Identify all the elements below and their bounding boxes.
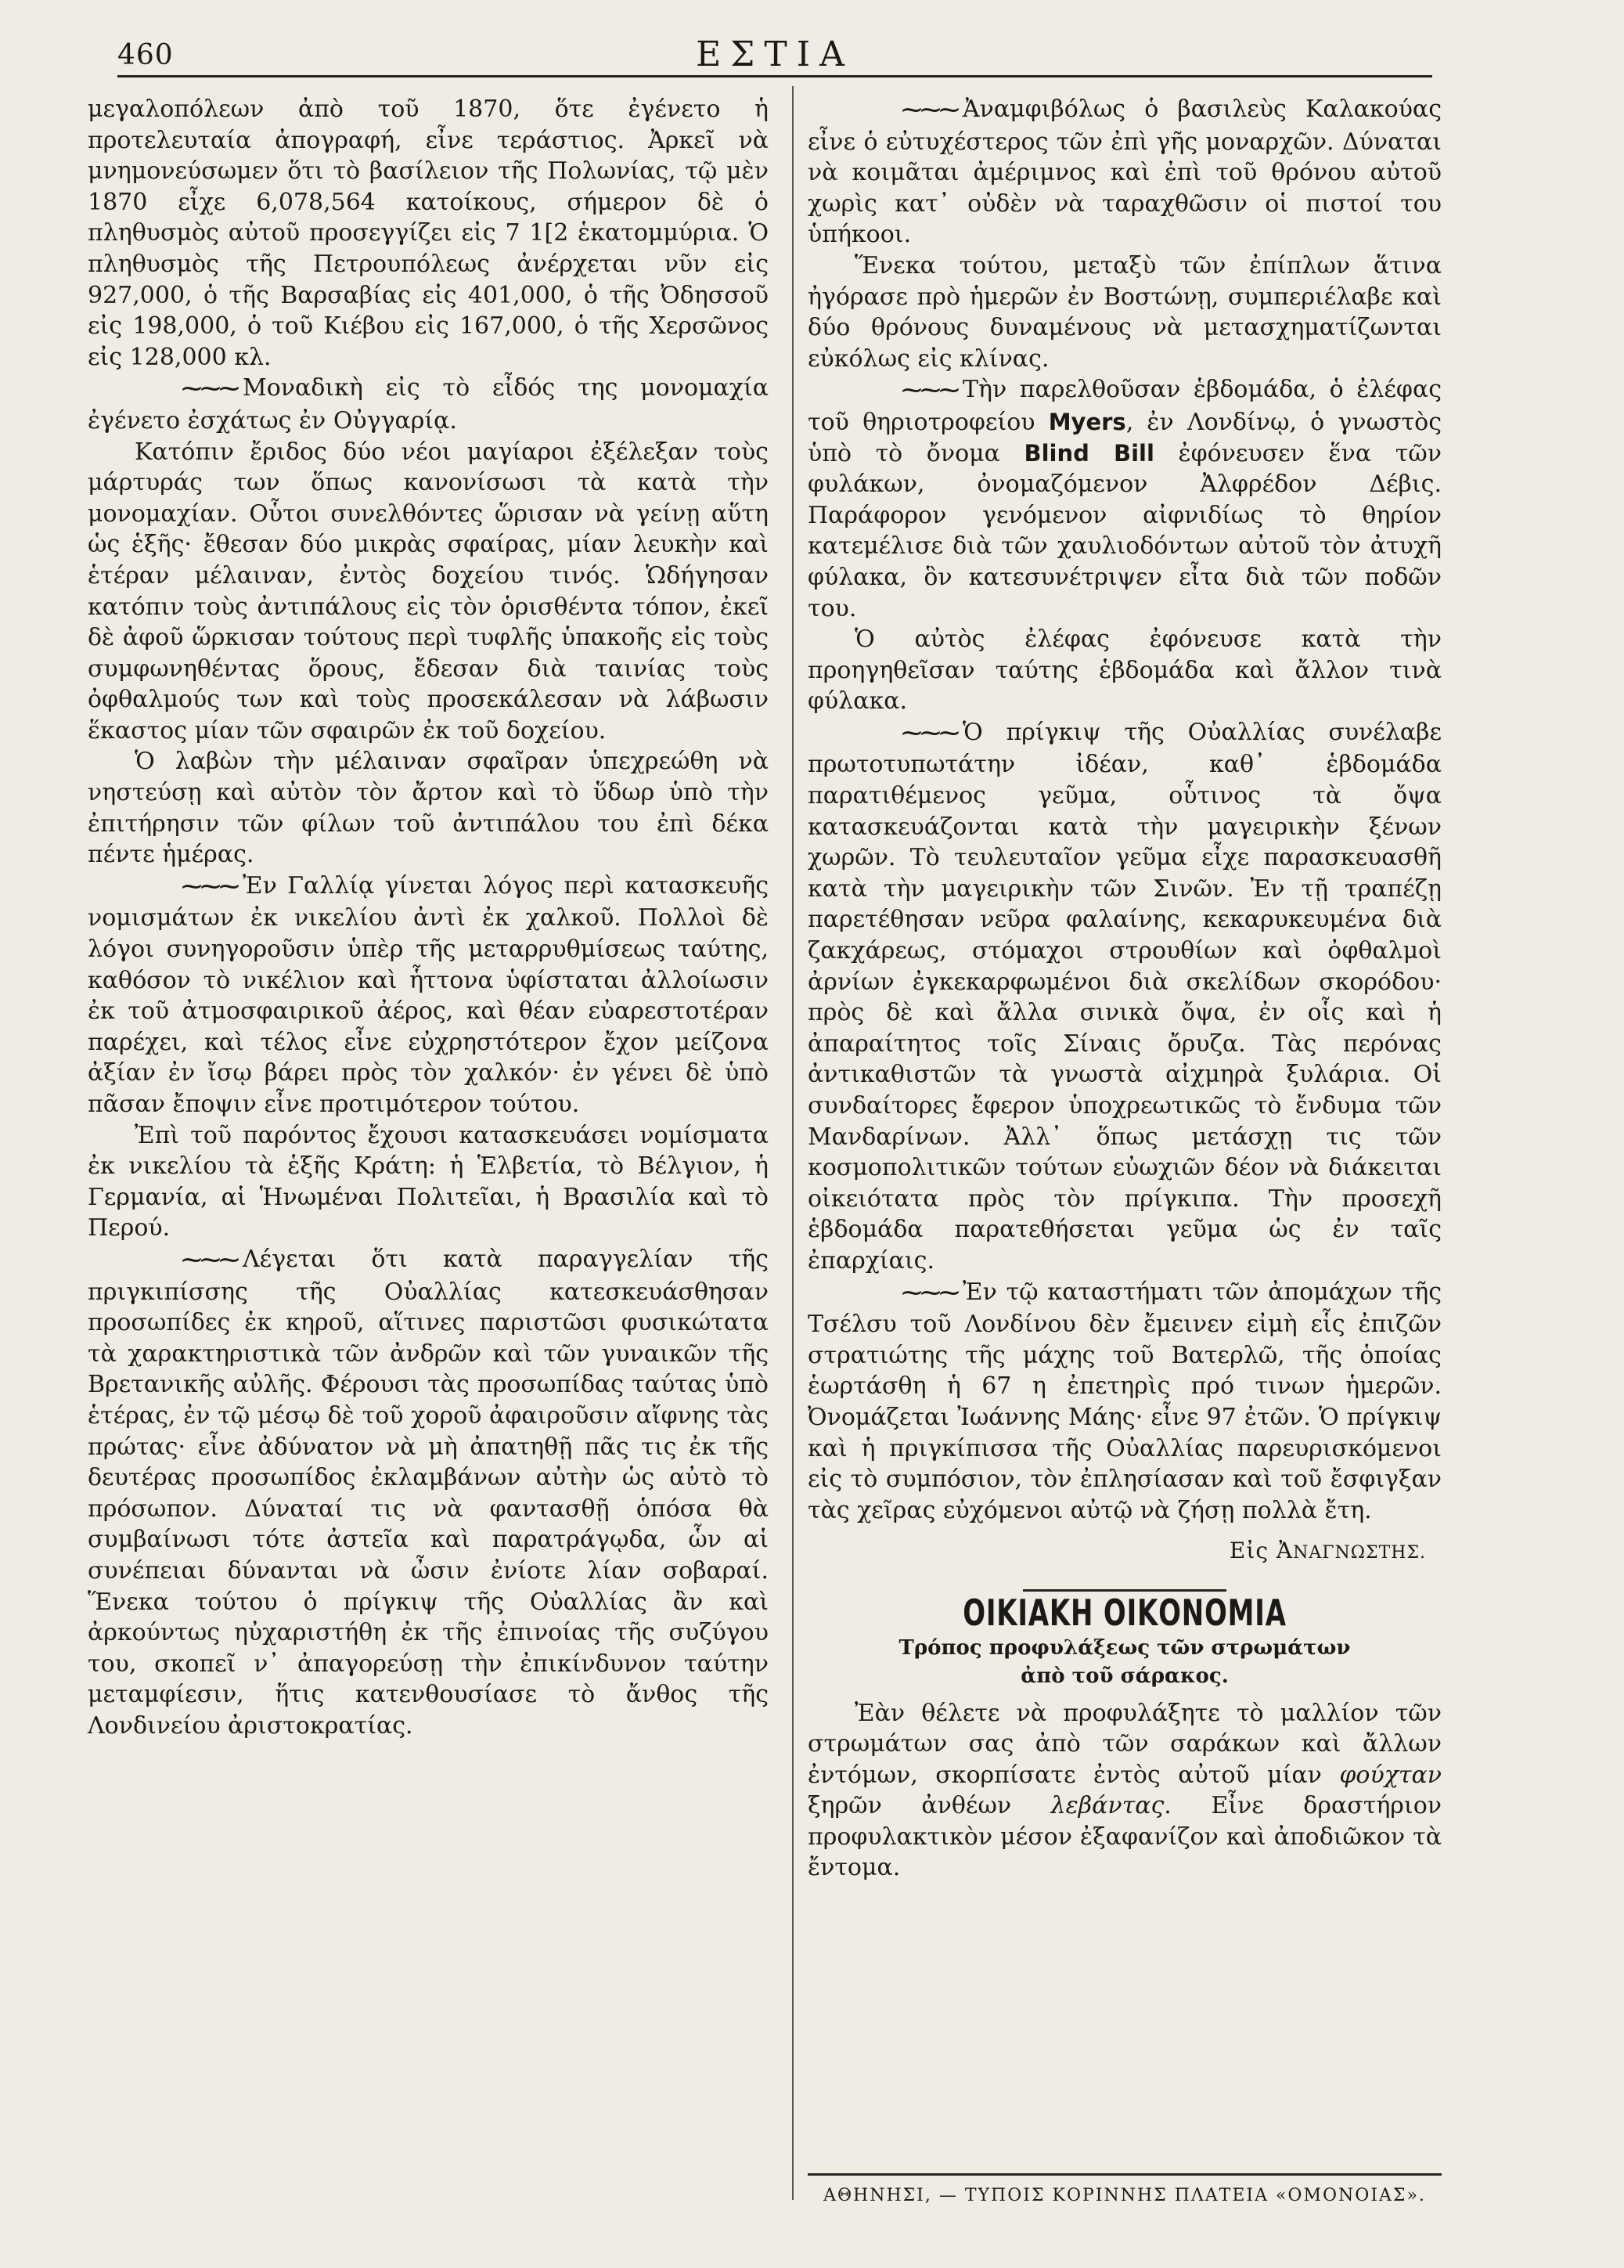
footer-rule bbox=[808, 2173, 1442, 2176]
article-paragraph: μεγαλοπόλεων ἀπὸ τοῦ 1870, ὅτε ἐγένετο ἡ προτελευταία ἀπογραφή, εἶνε τεράστιος. Ἀρκεῖ νὰ μνημονεύσωμεν ὅτι τὸ βασίλειον τῆς Πολωνίας, τῷ μὲν 1870 εἶχε 6,078,564 κατοίκους, σήμερον δὲ ὁ πληθυσμὸς αὐτοῦ προσεγγίζει εἰς 7 1[2 ἑκατομμύρια. Ὁ πληθυσμὸς τῆς Πετρουπόλεως ἀνέρχεται νῦν εἰς 927,000, ὁ τῆς Βαρσαβίας εἰς 401,000, ὁ τῆς Ὀδησσοῦ εἰς 198,000, ὁ τοῦ Κιέβου εἰς 167,000, ὁ τῆς Χερσῶνος εἰς 128,000 κλ. bbox=[88, 96, 769, 371]
article-paragraph-text: Ὁ πρίγκιψ τῆς Οὐαλλίας συνέλαβε πρωτοτυπωτάτην ἰδέαν, καθ᾽ ἑβδομάδα παρατιθέμενος γεῦμα, οὗτινος τὰ ὄψα κατασκευάζονται κατὰ τὴν μαγειρικὴν ξένων χωρῶν. Τὸ τευλευταῖον γεῦμα εἶχε παρασκευασθῆ κατὰ τὴν μαγειρικὴν τῶν Σινῶν. Ἐν τῇ τραπέζῃ παρετέθησαν νεῦρα φαλαίνης, κεκαρυκευμένα διὰ ζακχάρεως, στόμαχοι στρουθίων καὶ ὀφθαλμοὶ ἀρνίων ἐγκεκαρφωμένοι διὰ σκελίδων σκορόδου· πρὸς δὲ καὶ ἄλλα σινικὰ ὄψα, ἐν οἷς καὶ ἡ ἀπαραίτητος τοῖς Σίναις ὄρυζα. Τὰς περόνας ἀντικαθιστῶν τὰ γνωστὰ αἰχμηρὰ ξυλάρια. Οἱ συνδαίτορες ἔφερον ὑποχρεωτικῶς τὸ ἔνδυμα τῶν Μανδαρίνων. Ἀλλ᾽ ὅπως μετάσχῃ τις τῶν κοσμοπολιτικῶν τούτων εὐωχιῶν δέον νὰ διάκειται οἰκειότατα πρὸς τὸν πρίγκιπα. Τὴν προσεχῆ ἑβδομάδα παρατεθήσεται γεῦμα ὡς ἐν ταῖς ἐπαρχίαις. bbox=[808, 718, 1442, 1275]
ornamental-dash-marker-icon: ⁓⁓⁓ bbox=[182, 1248, 238, 1272]
masthead-title: ΕΣΤΙΑ bbox=[696, 34, 854, 74]
article-paragraph: Ἐπὶ τοῦ παρόντος ἔχουσι κατασκευάσει νομίσματα ἐκ νικελίου τὰ ἑξῆς Κράτη: ἡ Ἑλβετία, τὸ Βέλγιον, ἡ Γερμανία, αἱ Ἡνωμέναι Πολιτεῖαι, ἡ Βρασιλία καὶ τὸ Περού. bbox=[88, 1121, 769, 1242]
article-paragraph bbox=[88, 1244, 769, 1742]
article-paragraph bbox=[88, 373, 769, 436]
subtitle-line: ἀπὸ τοῦ σάρακος. bbox=[1021, 1664, 1229, 1688]
latin-name-blind-bill: Blind Bill bbox=[1024, 439, 1154, 467]
article-paragraph-text: Ἀναμφιβόλως ὁ βασιλεὺς Καλακούας εἶνε ὁ εὐτυχέστερος τῶν ἐπὶ γῆς μοναρχῶν. Δύναται νὰ κοιμᾶται ἀμέριμνος καὶ ἐπὶ τοῦ θρόνου αὐτοῦ χωρὶς κατ᾽ οὐδὲν νὰ ταραχθῶσιν οἱ πιστοί του ὑπήκοοι. bbox=[808, 96, 1442, 249]
right-column bbox=[808, 94, 1442, 1884]
article-paragraph-text: Μοναδικὴ εἰς τὸ εἶδός της μονομαχία ἐγένετο ἐσχάτως ἐν Οὐγγαρίᾳ. bbox=[88, 374, 769, 434]
ornamental-dash-marker-icon: ⁓⁓⁓ bbox=[902, 721, 958, 745]
article-paragraph bbox=[808, 94, 1442, 251]
section-title: ΟΙΚΙΑΚΗ ΟΙΚΟΝΟΜΙΑ bbox=[963, 1591, 1287, 1634]
article-paragraph-text: Ἐν Γαλλίᾳ γίνεται λόγος περὶ κατασκευῆς νομισμάτων ἐκ νικελίου ἀντὶ ἐκ χαλκοῦ. Πολλοὶ δὲ λόγοι συνηγοροῦσιν ὑπὲρ τῆς μεταρρυθμίσεως ταύτης, καθόσον τὸ νικέλιον καὶ ἧττονα ὑφίσταται ἀλλοίωσιν ἐκ τοῦ ἀτμοσφαιρικοῦ ἀέρος, καὶ θέαν εὐαρεστοτέραν παρέχει, καὶ τέλος εἶνε εὐχρηστότερον ἔχον μείζονα ἀξίαν ἐν ἴσῳ βάρει πρὸς τὸν χαλκόν· ἐν γένει δὲ ὑπὸ πᾶσαν ἔποψιν εἶνε προτιμότερον τούτου. bbox=[88, 871, 769, 1118]
article-paragraph-text: Τὴν παρελθοῦσαν ἑβδομάδα, ὁ ἐλέφας τοῦ θηριοτροφείου bbox=[808, 376, 1442, 436]
page-number: 460 bbox=[117, 39, 174, 71]
article-paragraph: Ὁ λαβὼν τὴν μέλαιναν σφαῖραν ὑπεχρεώθη νὰ νηστεύσῃ καὶ αὐτὸν τὸν ἄρτον καὶ τὸ ὕδωρ ὑπὸ τὴν ἐπιτήρησιν τῶν φίλων τοῦ ἀντιπάλου του ἐπὶ δέκα πέντε ἡμέρας. bbox=[88, 748, 769, 869]
ornamental-dash-marker-icon: ⁓⁓⁓ bbox=[902, 99, 958, 122]
header-rule bbox=[117, 75, 1432, 78]
section-body-text: ξηρῶν ἀνθέων bbox=[808, 1792, 1051, 1820]
article-paragraph-text: ἐφόνευσεν ἕνα τῶν φυλάκων, ὀνομαζόμενον Ἀλφρέδον Δέβις. Παράφορον γενόμενον αἰφνιδίως τὸ θηρίον κατεμέλισε διὰ τῶν χαυλιοδόντων αὐτοῦ τὸν ἀτυχῆ φύλακα, ὃν κατεσυνέτριψεν εἶτα διὰ τῶν ποδῶν του. bbox=[808, 439, 1442, 622]
ornamental-dash-marker-icon: ⁓⁓⁓ bbox=[902, 379, 958, 403]
printer-imprint: ΑΘΗΝΗΣΙ, — ΤΥΠΟΙΣ ΚΟΡΙΝΝΗΣ ΠΛΑΤΕΙΑ «ΟΜΟΝΟΙΑΣ». bbox=[823, 2186, 1426, 2205]
italic-term: φούχταν bbox=[1339, 1761, 1442, 1789]
article-paragraph: Ἕνεκα τούτου, μεταξὺ τῶν ἐπίπλων ἅτινα ἠγόρασε πρὸ ἡμερῶν ἐν Βοστώνῃ, συμπεριέλαβε καὶ δύο θρόνους δυναμένους νὰ μετασχηματίζωνται εὐκόλως εἰς κλίνας. bbox=[808, 251, 1442, 373]
article-paragraph-text: Λέγεται ὅτι κατὰ παραγγελίαν τῆς πριγκιπίσσης τῆς Οὐαλλίας κατεσκευάσθησαν προσωπίδες ἐκ κηροῦ, αἵτινες παριστῶσι φυσικώτατα τὰ χαρακτηριστικὰ τῶν ἀνδρῶν καὶ τῶν γυναικῶν τῆς Βρετανικῆς αὐλῆς. Φέρουσι τὰς προσωπίδας ταύτας ὑπὸ ἑτέρας, ἐν τῷ μέσῳ δὲ τοῦ χοροῦ ἀφαιροῦσιν αἴφνης τὰς πρώτας· εἶνε ἀδύνατον νὰ μὴ ἀπατηθῇ πᾶς τις ἐκ τῆς δευτέρας προσωπίδος ἐκλαμβάνων αὐτὴν ὡς αὐτὸ τὸ πρόσωπον. Δύναταί τις νὰ φαντασθῇ ὁπόσα θὰ συμβαίνωσι τότε ἀστεῖα καὶ παρατράγῳδα, ὧν αἱ συνέπειαι δύνανται νὰ ὦσιν ἐνίοτε λίαν σοβαραί. Ἕνεκα τούτου ὁ πρίγκιψ τῆς Οὐαλλίας ἂν καὶ ἀρκούντως ηὐχαριστήθη ἐκ τῆς ἐπινοίας τῆς συζύγου του, σκοπεῖ ν᾽ ἀπαγορεύσῃ τὴν ἐπικίνδυνον ταύτην μεταμφίεσιν, ἥτις κατενθουσίασε τὸ ἄνθος τῆς Λονδινείου ἀριστοκρατίας. bbox=[88, 1245, 769, 1740]
article-paragraph-text: , ἐν Λονδίνῳ, ὁ γνωστὸς ὑπὸ τὸ ὄνομα bbox=[808, 408, 1442, 467]
ornamental-dash-marker-icon: ⁓⁓⁓ bbox=[182, 874, 238, 899]
article-paragraph-text: Ἐν τῷ καταστήματι τῶν ἀπομάχων τῆς Τσέλσυ τοῦ Λονδίνου δὲν ἔμεινεν εἰμὴ εἷς ἐπιζῶν στρατιώτης τῆς μάχης τοῦ Βατερλῶ, τῆς ὁποίας ἑωρτάσθη ἡ 67 η ἐπετηρὶς πρό τινων ἡμερῶν. Ὀνομάζεται Ἰωάννης Μάης· εἶνε 97 ἐτῶν. Ὁ πρίγκιψ καὶ ἡ πριγκίπισσα τῆς Οὐαλλίας παρευρισκόμενοι εἰς τὸ συμπόσιον, τὸν ἐπλησίασαν καὶ τοῦ ἔσφιγξαν τὰς χεῖρας εὐχόμενοι αὐτῷ νὰ ζήσῃ πολλὰ ἔτη. bbox=[808, 1278, 1442, 1524]
article-paragraph: Κατόπιν ἔριδος δύο νέοι μαγίαροι ἐξέλεξαν τοὺς μάρτυράς των ὅπως κανονίσωσι τὰ κατὰ τὴν μονομαχίαν. Οὗτοι συνελθόντες ὥρισαν νὰ γείνῃ αὕτη ὡς ἑξῆς· ἔθεσαν δύο μικρὰς σφαίρας, μίαν λευκὴν καὶ ἑτέραν μέλαιναν, ἐντὸς δοχείου τινός. Ὡδήγησαν κατόπιν τοὺς ἀντιπάλους εἰς τὸν ὁρισθέντα τόπον, ἐκεῖ δὲ ἀφοῦ ὥρκισαν τούτους περὶ τυφλῆς ὑπακοῆς εἰς τοὺς συμφωνηθέντας ὅρους, ἔδεσαν διὰ ταινίας τοὺς ὀφθαλμούς των καὶ τοὺς προσεκάλεσαν νὰ λάβωσιν ἕκαστος μίαν τῶν σφαιρῶν ἐκ τοῦ δοχείου. bbox=[88, 438, 769, 745]
ornamental-dash-marker-icon: ⁓⁓⁓ bbox=[182, 377, 238, 402]
italic-term: λεβάντας bbox=[1050, 1792, 1165, 1820]
section-body-text: . Εἶνε δραστήριον προφυλακτικὸν μέσον ἐξαφανίζον καὶ ἀποδιῶκον τὰ ἔντομα. bbox=[808, 1792, 1442, 1882]
signature-prefix: Εἰς Ἀ bbox=[1229, 1538, 1294, 1564]
left-column bbox=[88, 94, 769, 1741]
article-paragraph bbox=[808, 374, 1442, 624]
page-header bbox=[117, 23, 1432, 78]
signature-small-caps: ΝΑΓΝΩΣΤΗΣ. bbox=[1293, 1543, 1426, 1563]
article-paragraph bbox=[808, 717, 1442, 1277]
article-paragraph bbox=[88, 871, 769, 1120]
section-subtitle bbox=[808, 1634, 1442, 1690]
signature bbox=[808, 1535, 1426, 1569]
section-body-text: Ἐὰν θέλετε νὰ προφυλάξητε τὸ μαλλίον τῶν στρωμάτων σας ἀπὸ τῶν σαράκων καὶ ἄλλων ἐντόμων, σκορπίσατε ἐντὸς αὐτοῦ μίαν bbox=[808, 1699, 1442, 1789]
column-divider bbox=[792, 86, 794, 2200]
article-paragraph bbox=[808, 1277, 1442, 1527]
latin-name-myers: Myers bbox=[1048, 408, 1126, 435]
ornamental-dash-marker-icon: ⁓⁓⁓ bbox=[902, 1281, 958, 1305]
subtitle-line: Τρόπος προφυλάξεως τῶν στρωμάτων bbox=[898, 1635, 1351, 1660]
article-paragraph: Ὁ αὐτὸς ἐλέφας ἐφόνευσε κατὰ τὴν προηγηθεῖσαν ταύτης ἑβδομάδα καὶ ἄλλον τινὰ φύλακα. bbox=[808, 626, 1442, 716]
section-body bbox=[808, 1698, 1442, 1884]
